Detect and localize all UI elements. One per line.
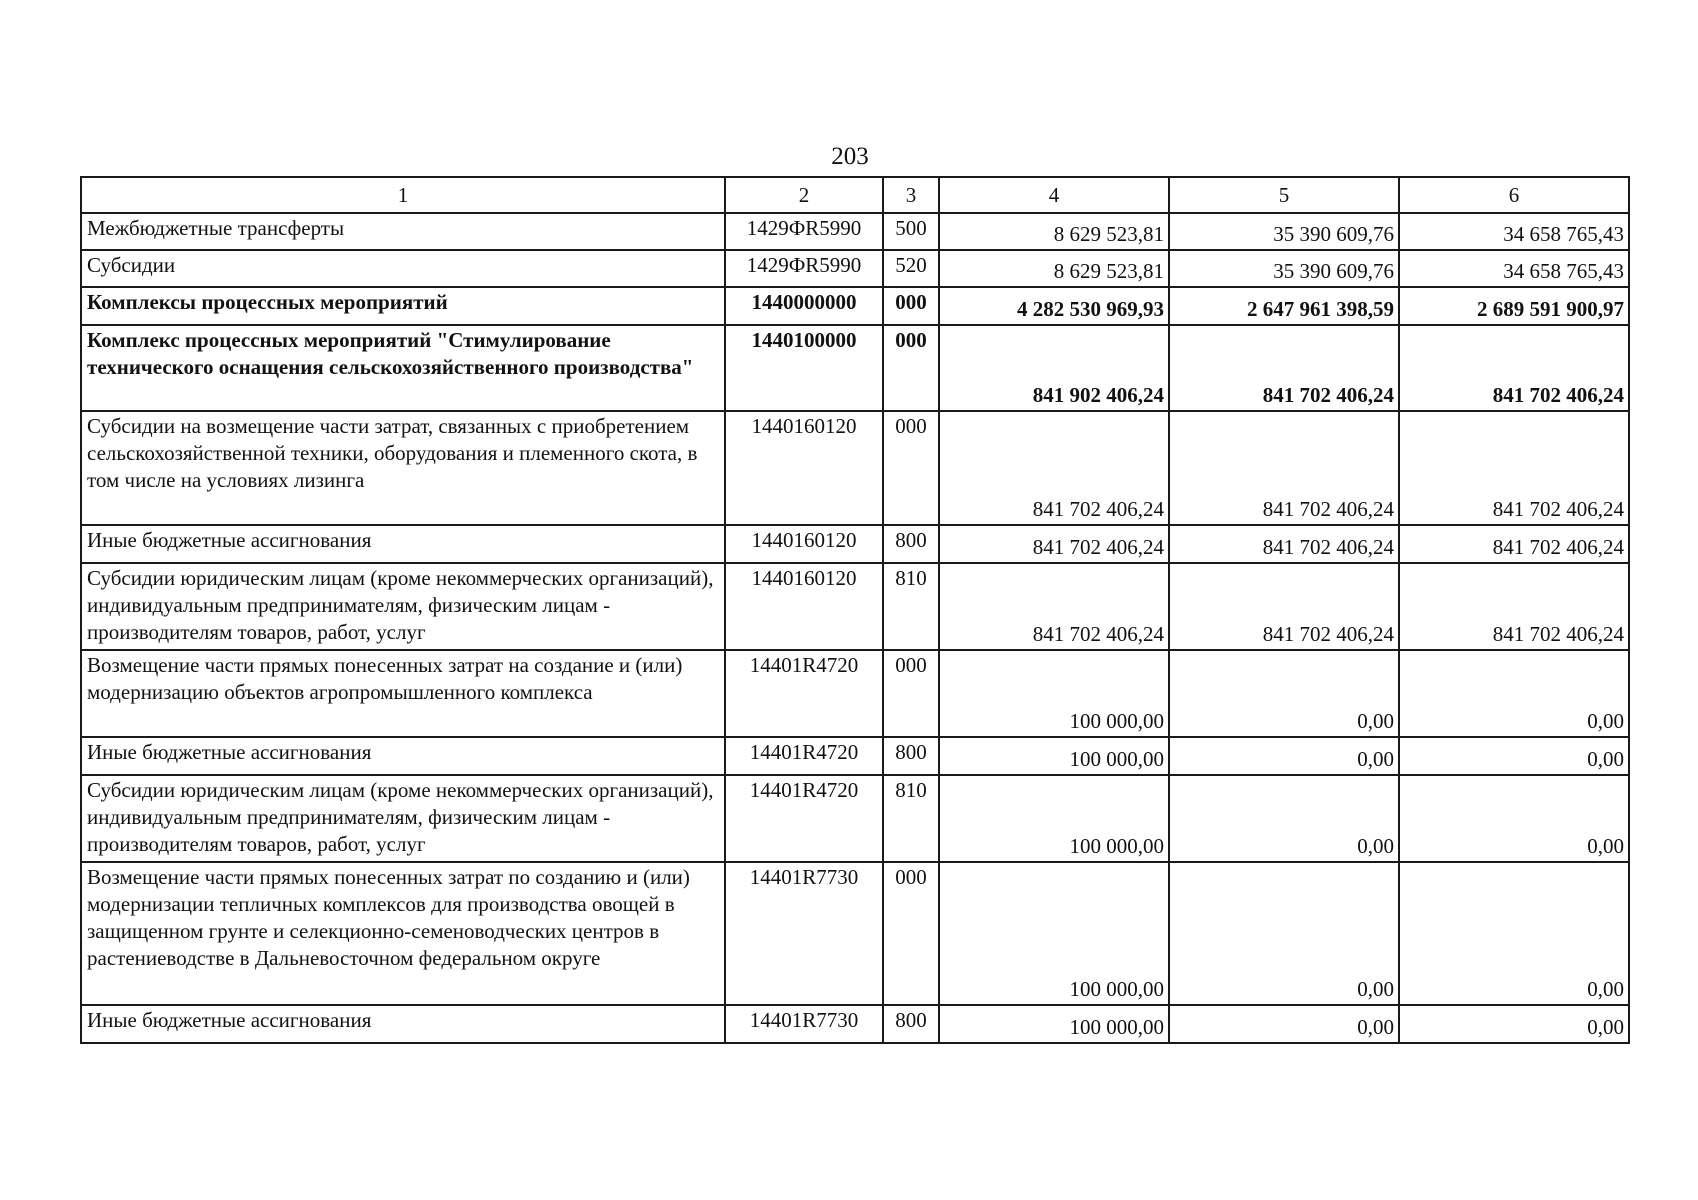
- target-article-code: 1429ФR5990: [725, 213, 883, 250]
- header-cell: 5: [1169, 177, 1399, 213]
- expense-type-code: 520: [883, 250, 939, 287]
- amount-col-6: 841 702 406,24: [1399, 411, 1629, 525]
- item-name: Иные бюджетные ассигнования: [81, 737, 725, 775]
- expense-type-code: 800: [883, 1005, 939, 1043]
- table-row: [81, 213, 1629, 250]
- amount-col-4: 100 000,00: [939, 775, 1169, 862]
- amount-col-5: 35 390 609,76: [1169, 250, 1399, 287]
- amount-col-6: 34 658 765,43: [1399, 213, 1629, 250]
- table-row: [81, 287, 1629, 325]
- amount-col-6: 0,00: [1399, 650, 1629, 737]
- expense-type-code: 800: [883, 737, 939, 775]
- table-row: [81, 862, 1629, 1005]
- target-article-code: 1440160120: [725, 525, 883, 563]
- table-row: [81, 1005, 1629, 1043]
- expense-type-code: 810: [883, 775, 939, 862]
- expense-type-code: 000: [883, 325, 939, 411]
- amount-col-5: 0,00: [1169, 775, 1399, 862]
- amount-col-5: 0,00: [1169, 862, 1399, 1005]
- amount-col-4: 100 000,00: [939, 862, 1169, 1005]
- target-article-code: 14401R7730: [725, 1005, 883, 1043]
- amount-col-4: 8 629 523,81: [939, 250, 1169, 287]
- amount-col-4: 841 902 406,24: [939, 325, 1169, 411]
- target-article-code: 14401R4720: [725, 737, 883, 775]
- item-name: Иные бюджетные ассигнования: [81, 1005, 725, 1043]
- amount-col-6: 841 702 406,24: [1399, 525, 1629, 563]
- amount-col-4: 100 000,00: [939, 1005, 1169, 1043]
- amount-col-6: 841 702 406,24: [1399, 325, 1629, 411]
- target-article-code: 14401R4720: [725, 775, 883, 862]
- table-row: [81, 775, 1629, 862]
- table-row: [81, 525, 1629, 563]
- header-cell: 4: [939, 177, 1169, 213]
- item-name: Субсидии юридическим лицам (кроме некоммерческих организаций), индивидуальным предпринимателям, физическим лицам - производителям товаров, работ, услуг: [81, 563, 725, 650]
- amount-col-5: 841 702 406,24: [1169, 325, 1399, 411]
- budget-table: [80, 176, 1630, 1044]
- target-article-code: 1440160120: [725, 563, 883, 650]
- amount-col-6: 2 689 591 900,97: [1399, 287, 1629, 325]
- table-header-row: [81, 177, 1629, 213]
- table-row: [81, 325, 1629, 411]
- amount-col-6: 0,00: [1399, 775, 1629, 862]
- amount-col-5: 0,00: [1169, 737, 1399, 775]
- target-article-code: 1440000000: [725, 287, 883, 325]
- amount-col-4: 841 702 406,24: [939, 411, 1169, 525]
- expense-type-code: 800: [883, 525, 939, 563]
- item-name: Комплекс процессных мероприятий "Стимулирование технического оснащения сельскохозяйственного производства": [81, 325, 725, 411]
- amount-col-5: 841 702 406,24: [1169, 525, 1399, 563]
- amount-col-6: 34 658 765,43: [1399, 250, 1629, 287]
- amount-col-5: 841 702 406,24: [1169, 563, 1399, 650]
- header-cell: 2: [725, 177, 883, 213]
- amount-col-4: 841 702 406,24: [939, 563, 1169, 650]
- amount-col-5: 841 702 406,24: [1169, 411, 1399, 525]
- item-name: Возмещение части прямых понесенных затрат по созданию и (или) модернизации тепличных комплексов для производства овощей в защищенном грунте и селекционно-семеноводческих центров в растениеводстве в Дальневосточном федеральном округе: [81, 862, 725, 1005]
- amount-col-4: 100 000,00: [939, 737, 1169, 775]
- amount-col-4: 841 702 406,24: [939, 525, 1169, 563]
- amount-col-6: 841 702 406,24: [1399, 563, 1629, 650]
- expense-type-code: 000: [883, 411, 939, 525]
- item-name: Возмещение части прямых понесенных затрат на создание и (или) модернизацию объектов агропромышленного комплекса: [81, 650, 725, 737]
- amount-col-5: 2 647 961 398,59: [1169, 287, 1399, 325]
- item-name: Комплексы процессных мероприятий: [81, 287, 725, 325]
- item-name: Субсидии юридическим лицам (кроме некоммерческих организаций), индивидуальным предпринимателям, физическим лицам - производителям товаров, работ, услуг: [81, 775, 725, 862]
- amount-col-5: 35 390 609,76: [1169, 213, 1399, 250]
- table-row: [81, 250, 1629, 287]
- header-cell: 1: [81, 177, 725, 213]
- target-article-code: 1440100000: [725, 325, 883, 411]
- table-row: [81, 737, 1629, 775]
- amount-col-4: 100 000,00: [939, 650, 1169, 737]
- table-row: [81, 411, 1629, 525]
- table-row: [81, 563, 1629, 650]
- amount-col-5: 0,00: [1169, 1005, 1399, 1043]
- target-article-code: 14401R7730: [725, 862, 883, 1005]
- item-name: Межбюджетные трансферты: [81, 213, 725, 250]
- header-cell: 6: [1399, 177, 1629, 213]
- page-number: 203: [831, 143, 869, 170]
- item-name: Субсидии на возмещение части затрат, связанных с приобретением сельскохозяйственной техники, оборудования и племенного скота, в том числе на условиях лизинга: [81, 411, 725, 525]
- amount-col-4: 4 282 530 969,93: [939, 287, 1169, 325]
- expense-type-code: 000: [883, 862, 939, 1005]
- amount-col-5: 0,00: [1169, 650, 1399, 737]
- amount-col-6: 0,00: [1399, 1005, 1629, 1043]
- target-article-code: 14401R4720: [725, 650, 883, 737]
- target-article-code: 1429ФR5990: [725, 250, 883, 287]
- expense-type-code: 000: [883, 287, 939, 325]
- item-name: Иные бюджетные ассигнования: [81, 525, 725, 563]
- header-cell: 3: [883, 177, 939, 213]
- expense-type-code: 810: [883, 563, 939, 650]
- amount-col-6: 0,00: [1399, 862, 1629, 1005]
- expense-type-code: 000: [883, 650, 939, 737]
- amount-col-4: 8 629 523,81: [939, 213, 1169, 250]
- item-name: Субсидии: [81, 250, 725, 287]
- amount-col-6: 0,00: [1399, 737, 1629, 775]
- expense-type-code: 500: [883, 213, 939, 250]
- table-row: [81, 650, 1629, 737]
- target-article-code: 1440160120: [725, 411, 883, 525]
